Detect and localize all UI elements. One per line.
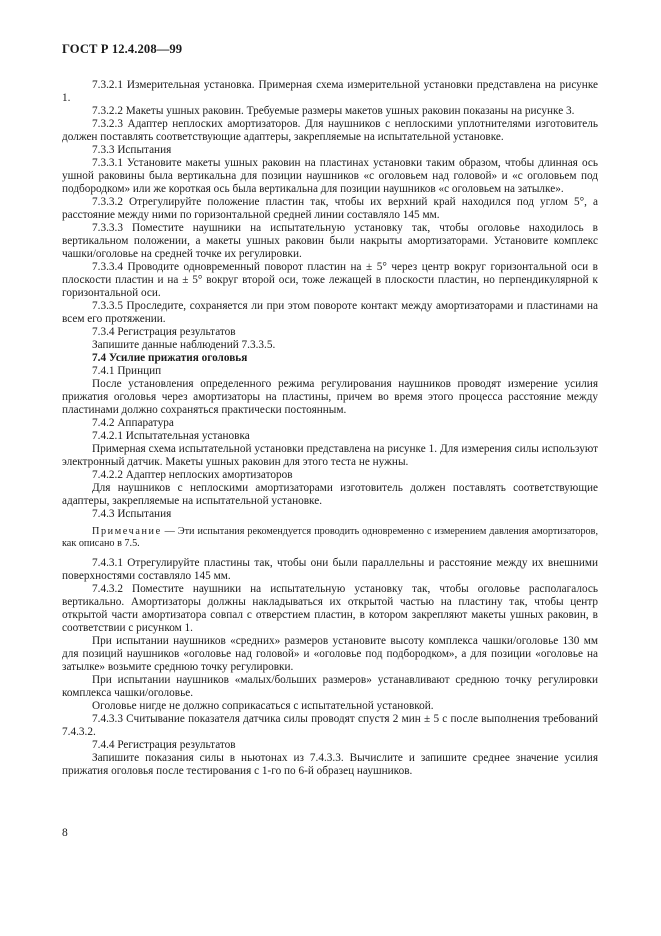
- heading-7-4-4: 7.4.4 Регистрация результатов: [92, 739, 236, 751]
- heading-7-4-3: 7.4.3 Испытания: [92, 508, 172, 520]
- paragraph-7-3-2-3: 7.3.2.3 Адаптер неплоских амортизаторов. Для наушников с неплоскими уплотнителями изготовитель должен поставлять соответствующие адаптеры, закрепляемые на испытательной установке.: [62, 118, 598, 143]
- note-label: Примечание: [92, 526, 162, 537]
- paragraph-headband-contact: Оголовье нигде не должно соприкасаться с испытательной установкой.: [92, 700, 434, 712]
- paragraph-7-3-2-2: 7.3.2.2 Макеты ушных раковин. Требуемые размеры макетов ушных раковин показаны на рисунке 3.: [92, 105, 575, 117]
- paragraph-principle: После установления определенного режима регулирования наушников проводят измерение усилия прижатия оголовья через амортизаторы на пластины, причем во время этого процесса расстояние между пластинами должно сохраняться практически постоянным.: [62, 378, 598, 416]
- heading-7-4-2-2: 7.4.2.2 Адаптер неплоских амортизаторов: [92, 469, 293, 481]
- paragraph-7-4-3-1: 7.4.3.1 Отрегулируйте пластины так, чтобы они были параллельны и расстояние между их внешними поверхностями составляло 145 мм.: [62, 557, 598, 582]
- document-header: ГОСТ Р 12.4.208—99: [62, 42, 183, 56]
- paragraph-small-large-size: При испытании наушников «малых/больших размеров» устанавливают среднюю точку регулировки комплекса чашки/оголовье.: [62, 674, 598, 699]
- paragraph-test-rig: Примерная схема испытательной установки представлена на рисунке 1. Для измерения силы используют электронный датчик. Макеты ушных раковин для этого теста не нужны.: [62, 443, 598, 468]
- paragraph-7-3-3-5: 7.3.3.5 Проследите, сохраняется ли при этом повороте контакт между амортизаторами и пластинами на всем его протяжении.: [62, 300, 598, 325]
- heading-7-4-2-1: 7.4.2.1 Испытательная установка: [92, 430, 250, 442]
- paragraph-adapters: Для наушников с неплоскими амортизаторами изготовитель должен поставлять соответствующие адаптеры, закрепляемые на испытательной установке.: [62, 482, 598, 507]
- document-body: [62, 76, 598, 778]
- paragraph-record-force: Запишите показания силы в ньютонах из 7.4.3.3. Вычислите и запишите среднее значение усилия прижатия оголовья после тестирования с 1-го по 6-й образец наушников.: [62, 752, 598, 777]
- paragraph-7-4-3-2: 7.4.3.2 Поместите наушники на испытательную установку так, чтобы оголовье располагалось вертикально. Амортизаторы должны накладываться их открытой частью на пластину так, чтобы центр открытой части амортизатора совпал с отверстием пластин, в котором закрепляют макеты ушных раковин, в соответствии с рисунком 1.: [62, 583, 598, 634]
- section-heading-7-4: 7.4 Усилие прижатия оголовья: [92, 352, 248, 364]
- paragraph-medium-size: При испытании наушников «средних» размеров установите высоту комплекса чашки/оголовье 130 мм для позиций наушников «оголовье над головой» и «оголовье под подбородком», а для позиции «оголовье на затылке» возьмите среднюю точку регулировки.: [62, 635, 598, 673]
- heading-7-3-4: 7.3.4 Регистрация результатов: [92, 326, 236, 338]
- paragraph-record-observations: Запишите данные наблюдений 7.3.3.5.: [92, 339, 276, 351]
- heading-7-3-3: 7.3.3 Испытания: [92, 144, 172, 156]
- note-paragraph: [62, 526, 598, 550]
- page-number: 8: [62, 827, 68, 839]
- paragraph-7-3-3-1: 7.3.3.1 Установите макеты ушных раковин на пластинах установки таким образом, чтобы длинная ось ушной раковины была вертикальна для позиции наушников «с оголовьем над головой» и «с оголовьем под подбородком» или же короткая ось была вертикальна для позиции наушников «с оголовьем на затылке».: [62, 157, 598, 195]
- paragraph-7-3-2-1: 7.3.2.1 Измерительная установка. Примерная схема измерительной установки представлена на рисунке 1.: [62, 79, 598, 104]
- paragraph-7-3-3-2: 7.3.3.2 Отрегулируйте положение пластин так, чтобы их верхний край находился под углом 5°, а расстояние между ними по горизонтальной средней линии составляло 145 мм.: [62, 196, 598, 221]
- note-text: — Эти испытания рекомендуется проводить одновременно с измерением давления амортизаторов, как описано в 7.5.: [62, 526, 598, 549]
- paragraph-7-3-3-3: 7.3.3.3 Поместите наушники на испытательную установку так, чтобы оголовье находилось в вертикальном положении, а макеты ушных раковин были накрыты амортизаторами. Установите комплекс чашки/оголовье на средней точке их регулировки.: [62, 222, 598, 260]
- heading-7-4-1: 7.4.1 Принцип: [92, 365, 162, 377]
- paragraph-7-3-3-4: 7.3.3.4 Проводите одновременный поворот пластин на ± 5° через центр вокруг горизонтальной оси в плоскости пластин и на ± 5° вокруг второй оси, тоже лежащей в плоскости пластин, но перпендикулярной к горизонтальной оси.: [62, 261, 598, 299]
- heading-7-4-2: 7.4.2 Аппаратура: [92, 417, 174, 429]
- paragraph-7-4-3-3: 7.4.3.3 Считывание показателя датчика силы проводят спустя 2 мин ± 5 с после выполнения требований 7.4.3.2.: [62, 713, 598, 738]
